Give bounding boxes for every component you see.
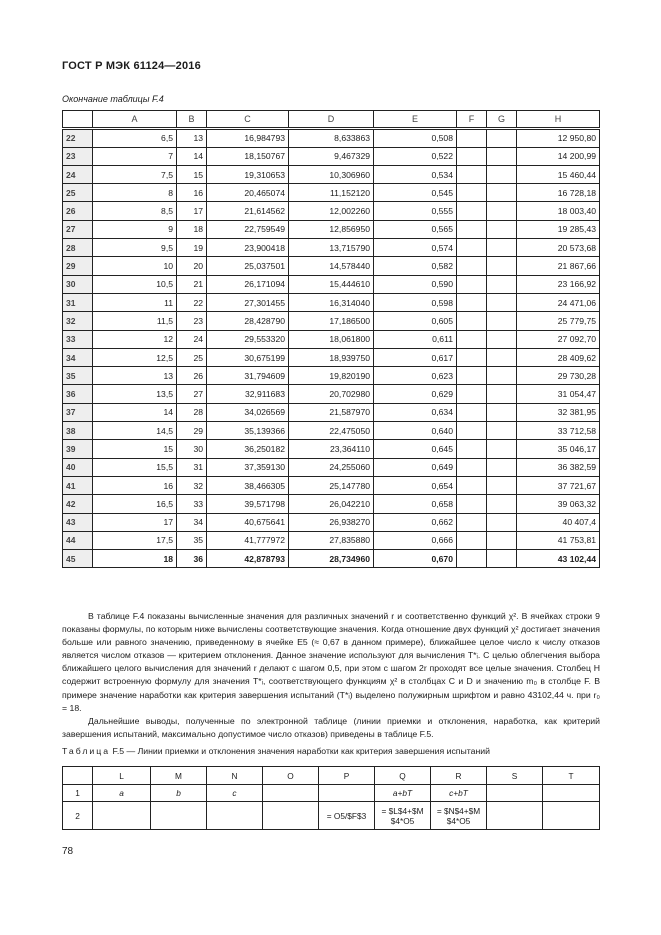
table-cell: 24 — [177, 330, 207, 348]
table-cell: 30,675199 — [207, 348, 289, 366]
row-number: 27 — [63, 220, 93, 238]
table-cell — [487, 202, 517, 220]
table-cell: 38,466305 — [207, 476, 289, 494]
table-row — [63, 550, 600, 568]
table-cell — [487, 257, 517, 275]
table-cell: 12,856950 — [289, 220, 374, 238]
table-cell: 33 712,58 — [517, 422, 600, 440]
table-cell — [457, 495, 487, 513]
table-cell — [487, 495, 517, 513]
table-cell: 23 — [177, 312, 207, 330]
table-cell — [457, 257, 487, 275]
table-cell: c — [207, 785, 263, 802]
table-cell — [487, 275, 517, 293]
row-number: 1 — [63, 785, 93, 802]
table-cell: 13,715790 — [289, 239, 374, 257]
table-cell: 24 471,06 — [517, 293, 600, 311]
table-cell — [457, 422, 487, 440]
table-cell: 10,306960 — [289, 165, 374, 183]
table-cell — [93, 802, 151, 830]
column-header: M — [151, 767, 207, 785]
column-header: D — [289, 111, 374, 129]
table-cell: 18 003,40 — [517, 202, 600, 220]
table-cell — [457, 147, 487, 165]
table-cell: 17 — [177, 202, 207, 220]
table-cell: 27,301455 — [207, 293, 289, 311]
table-cell: 0,640 — [374, 422, 457, 440]
table-cell: 0,565 — [374, 220, 457, 238]
column-header: T — [543, 767, 600, 785]
table-row — [63, 312, 600, 330]
column-header: F — [457, 111, 487, 129]
table-cell: 20,465074 — [207, 184, 289, 202]
column-header — [63, 111, 93, 129]
column-header: Q — [375, 767, 431, 785]
table-cell: 22,759549 — [207, 220, 289, 238]
table-cell: 14 — [93, 403, 177, 421]
table-cell: 17,5 — [93, 531, 177, 549]
table-cell: 18,150767 — [207, 147, 289, 165]
table-cell: 0,555 — [374, 202, 457, 220]
table-cell: 18 — [93, 550, 177, 568]
table-cell: 28 409,62 — [517, 348, 600, 366]
table-row — [63, 330, 600, 348]
table-cell — [457, 220, 487, 238]
table-cell — [487, 147, 517, 165]
table-cell: 23,900418 — [207, 239, 289, 257]
row-number: 45 — [63, 550, 93, 568]
table-cell — [487, 348, 517, 366]
table-cell: 13 — [93, 367, 177, 385]
table-row — [63, 513, 600, 531]
row-number: 40 — [63, 458, 93, 476]
table-cell — [457, 312, 487, 330]
table-row — [63, 293, 600, 311]
table-cell: a — [93, 785, 151, 802]
table-cell — [457, 184, 487, 202]
table-cell — [457, 293, 487, 311]
table-row — [63, 257, 600, 275]
row-number: 43 — [63, 513, 93, 531]
table-cell: 30 — [177, 440, 207, 458]
column-header: A — [93, 111, 177, 129]
table-cell — [263, 785, 319, 802]
table-cell — [487, 403, 517, 421]
column-header: G — [487, 111, 517, 129]
table-row — [63, 202, 600, 220]
table-cell: 0,598 — [374, 293, 457, 311]
table-cell: 28,734960 — [289, 550, 374, 568]
table-cell: 39 063,32 — [517, 495, 600, 513]
table-cell — [457, 202, 487, 220]
table-cell: 21,614562 — [207, 202, 289, 220]
table-cell: 12,5 — [93, 348, 177, 366]
table-f5 — [62, 766, 600, 830]
table-row — [63, 476, 600, 494]
row-number: 22 — [63, 129, 93, 147]
row-number: 39 — [63, 440, 93, 458]
table-cell — [487, 422, 517, 440]
table-cell — [487, 293, 517, 311]
table-cell: 16 — [177, 184, 207, 202]
table-cell: 27,835880 — [289, 531, 374, 549]
table-row — [63, 129, 600, 147]
table-cell: 14 200,99 — [517, 147, 600, 165]
table-cell: 0,649 — [374, 458, 457, 476]
column-header: N — [207, 767, 263, 785]
table-cell: 26,042210 — [289, 495, 374, 513]
table-cell: 28,428790 — [207, 312, 289, 330]
table-cell: 0,605 — [374, 312, 457, 330]
table-cell: 18,939750 — [289, 348, 374, 366]
column-header — [63, 767, 93, 785]
table-cell: 16 728,18 — [517, 184, 600, 202]
table-cell: 22,475050 — [289, 422, 374, 440]
column-header: P — [319, 767, 375, 785]
table-cell: 27 — [177, 385, 207, 403]
table-cell: 13 — [177, 129, 207, 147]
table-cell: 0,611 — [374, 330, 457, 348]
table-cell — [487, 458, 517, 476]
table-row — [63, 348, 600, 366]
table-cell — [457, 275, 487, 293]
table-cell: 37,359130 — [207, 458, 289, 476]
table-cell: 14,5 — [93, 422, 177, 440]
table-cell — [457, 440, 487, 458]
table-cell: 0,545 — [374, 184, 457, 202]
table-cell: 9,467329 — [289, 147, 374, 165]
table-cell: 11,152120 — [289, 184, 374, 202]
row-number: 23 — [63, 147, 93, 165]
table-cell — [487, 785, 543, 802]
table-cell: 14,578440 — [289, 257, 374, 275]
table-cell — [457, 348, 487, 366]
row-number: 24 — [63, 165, 93, 183]
table-cell: = O5/$F$3 — [319, 802, 375, 830]
table-cell: 35 046,17 — [517, 440, 600, 458]
table-cell: = $N$4+$M $4*O5 — [431, 802, 487, 830]
row-number: 35 — [63, 367, 93, 385]
table-cell: 10 — [93, 257, 177, 275]
table-cell: 15 460,44 — [517, 165, 600, 183]
table-row — [63, 220, 600, 238]
explanation-text — [62, 610, 600, 741]
table-cell — [487, 531, 517, 549]
table-cell: 32 — [177, 476, 207, 494]
row-number: 2 — [63, 802, 93, 830]
table-cell: 0,654 — [374, 476, 457, 494]
table-cell — [457, 129, 487, 147]
column-header: O — [263, 767, 319, 785]
page-number: 78 — [62, 846, 74, 857]
table-cell — [457, 385, 487, 403]
table-cell: = $L$4+$M $4*O5 — [375, 802, 431, 830]
table-cell: 7 — [93, 147, 177, 165]
row-number: 30 — [63, 275, 93, 293]
table-cell: 18,061800 — [289, 330, 374, 348]
table-cell — [543, 785, 600, 802]
table-cell: 13,5 — [93, 385, 177, 403]
row-number: 28 — [63, 239, 93, 257]
row-number: 44 — [63, 531, 93, 549]
table-cell: 36 — [177, 550, 207, 568]
table-cell: 0,574 — [374, 239, 457, 257]
table-cell: 28 — [177, 403, 207, 421]
table-cell: 23,364110 — [289, 440, 374, 458]
column-header: E — [374, 111, 457, 129]
row-number: 42 — [63, 495, 93, 513]
table-cell: 35 — [177, 531, 207, 549]
table-cell — [487, 129, 517, 147]
column-header: L — [93, 767, 151, 785]
table-cell: 32,911683 — [207, 385, 289, 403]
table-cell: 18 — [177, 220, 207, 238]
table-f4-caption: Окончание таблицы F.4 — [62, 94, 164, 104]
caption-label: Таблица — [62, 746, 111, 756]
table-cell: 31,794609 — [207, 367, 289, 385]
table-cell: 24,255060 — [289, 458, 374, 476]
table-cell: 8,633863 — [289, 129, 374, 147]
table-cell: 12 — [93, 330, 177, 348]
column-header: R — [431, 767, 487, 785]
table-cell: 25 779,75 — [517, 312, 600, 330]
table-cell: 41 753,81 — [517, 531, 600, 549]
table-cell: 27 092,70 — [517, 330, 600, 348]
table-cell — [457, 165, 487, 183]
table-cell: 0,634 — [374, 403, 457, 421]
table-cell: 16,984793 — [207, 129, 289, 147]
table-cell: 42,878793 — [207, 550, 289, 568]
table-cell: 10,5 — [93, 275, 177, 293]
table-cell — [487, 239, 517, 257]
table-cell: 6,5 — [93, 129, 177, 147]
table-cell — [319, 785, 375, 802]
table-row — [63, 458, 600, 476]
row-number: 29 — [63, 257, 93, 275]
table-row — [63, 495, 600, 513]
caption-text: F.5 — Линии приемки и отклонения значения наработки как критерия завершения испытаний — [110, 746, 490, 756]
table-cell: 26,171094 — [207, 275, 289, 293]
table-cell: 33 — [177, 495, 207, 513]
table-cell: b — [151, 785, 207, 802]
table-cell: 21,587970 — [289, 403, 374, 421]
table-cell — [457, 550, 487, 568]
table-cell: 36,250182 — [207, 440, 289, 458]
table-cell: 12,002260 — [289, 202, 374, 220]
table-cell: 0,670 — [374, 550, 457, 568]
column-header: C — [207, 111, 289, 129]
row-number: 38 — [63, 422, 93, 440]
table-cell: 22 — [177, 293, 207, 311]
table-cell: 15 — [177, 165, 207, 183]
table-cell — [457, 330, 487, 348]
table-cell: 11 — [93, 293, 177, 311]
row-number: 33 — [63, 330, 93, 348]
column-header: B — [177, 111, 207, 129]
table-cell: 20 573,68 — [517, 239, 600, 257]
table-cell: 39,571798 — [207, 495, 289, 513]
table-cell — [487, 385, 517, 403]
row-number: 25 — [63, 184, 93, 202]
table-cell: 8 — [93, 184, 177, 202]
table-cell — [543, 802, 600, 830]
table-cell: 20,702980 — [289, 385, 374, 403]
table-cell — [487, 367, 517, 385]
table-row — [63, 531, 600, 549]
table-cell: 0,666 — [374, 531, 457, 549]
row-number: 31 — [63, 293, 93, 311]
table-cell: 14 — [177, 147, 207, 165]
paragraph: Дальнейшие выводы, полученные по электронной таблице (линии приемки и отклонения, наработка, как критерий завершения испытаний, максимально допустимое число отказов) приведены в таблице F.5. — [62, 715, 600, 739]
table-cell: 19,820190 — [289, 367, 374, 385]
table-cell: 31 054,47 — [517, 385, 600, 403]
table-cell: 0,658 — [374, 495, 457, 513]
table-cell — [457, 513, 487, 531]
table-cell: 0,629 — [374, 385, 457, 403]
table-cell: 35,139366 — [207, 422, 289, 440]
table-cell: 0,534 — [374, 165, 457, 183]
table-cell: 19,310653 — [207, 165, 289, 183]
table-cell: 19 — [177, 239, 207, 257]
table-row — [63, 440, 600, 458]
table-cell: 26 — [177, 367, 207, 385]
table-cell: 37 721,67 — [517, 476, 600, 494]
table-cell — [457, 476, 487, 494]
table-cell — [487, 440, 517, 458]
table-cell: 0,645 — [374, 440, 457, 458]
table-cell — [457, 458, 487, 476]
table-cell: 31 — [177, 458, 207, 476]
table-row — [63, 403, 600, 421]
table-cell: 34,026569 — [207, 403, 289, 421]
table-cell: 15,444610 — [289, 275, 374, 293]
table-cell: 32 381,95 — [517, 403, 600, 421]
table-cell: 21 867,66 — [517, 257, 600, 275]
table-cell: 34 — [177, 513, 207, 531]
table-row — [63, 367, 600, 385]
table-cell: 9,5 — [93, 239, 177, 257]
table-cell: 25 — [177, 348, 207, 366]
table-row — [63, 385, 600, 403]
table-cell: 20 — [177, 257, 207, 275]
table-cell: 26,938270 — [289, 513, 374, 531]
table-cell — [487, 476, 517, 494]
table-cell: 19 285,43 — [517, 220, 600, 238]
row-number: 34 — [63, 348, 93, 366]
table-cell: 15 — [93, 440, 177, 458]
table-cell: 21 — [177, 275, 207, 293]
table-cell: 25,147780 — [289, 476, 374, 494]
row-number: 37 — [63, 403, 93, 421]
table-cell: 8,5 — [93, 202, 177, 220]
table-cell: c+bT — [431, 785, 487, 802]
table-cell — [487, 220, 517, 238]
table-row — [63, 422, 600, 440]
row-number: 41 — [63, 476, 93, 494]
table-cell: 25,037501 — [207, 257, 289, 275]
table-cell: 15,5 — [93, 458, 177, 476]
table-row — [63, 184, 600, 202]
table-cell: 16,5 — [93, 495, 177, 513]
row-number: 32 — [63, 312, 93, 330]
table-cell: 0,590 — [374, 275, 457, 293]
table-cell: 11,5 — [93, 312, 177, 330]
table-cell: 0,582 — [374, 257, 457, 275]
table-cell — [487, 312, 517, 330]
table-cell: 16,314040 — [289, 293, 374, 311]
table-cell: 36 382,59 — [517, 458, 600, 476]
table-cell — [263, 802, 319, 830]
table-cell — [457, 367, 487, 385]
table-cell: 0,623 — [374, 367, 457, 385]
table-cell — [487, 802, 543, 830]
row-number: 26 — [63, 202, 93, 220]
table-cell — [487, 165, 517, 183]
table-cell — [457, 531, 487, 549]
table-cell: 17 — [93, 513, 177, 531]
table-cell: 12 950,80 — [517, 129, 600, 147]
table-cell — [487, 550, 517, 568]
table-cell: 41,777972 — [207, 531, 289, 549]
table-cell — [457, 403, 487, 421]
table-cell: 0,617 — [374, 348, 457, 366]
column-header: S — [487, 767, 543, 785]
table-cell — [457, 239, 487, 257]
table-cell — [487, 330, 517, 348]
row-number: 36 — [63, 385, 93, 403]
table-row — [63, 239, 600, 257]
column-header: H — [517, 111, 600, 129]
table-cell: a+bT — [375, 785, 431, 802]
table-f4 — [62, 110, 600, 568]
table-cell: 7,5 — [93, 165, 177, 183]
table-cell: 43 102,44 — [517, 550, 600, 568]
table-cell: 16 — [93, 476, 177, 494]
table-cell — [487, 184, 517, 202]
table-cell: 0,508 — [374, 129, 457, 147]
table-cell — [487, 513, 517, 531]
document-header: ГОСТ Р МЭК 61124—2016 — [62, 60, 201, 72]
table-cell: 17,186500 — [289, 312, 374, 330]
table-row — [63, 165, 600, 183]
table-row — [63, 275, 600, 293]
table-f4-body — [63, 129, 600, 568]
table-cell: 29,553320 — [207, 330, 289, 348]
table-cell: 29 — [177, 422, 207, 440]
table-cell: 0,522 — [374, 147, 457, 165]
table-cell: 23 166,92 — [517, 275, 600, 293]
paragraph: В таблице F.4 показаны вычисленные значения для различных значений r и соответственно функций χ². В ячейках строки 9 показаны формулы, по которым ниже вычислены соответствующие значения. Когда отношение двух функций χ² достигает значения больше или равного значению, приведенному в ячейке E5 (≈ 0,67 в данном примере), ближайшее целое число к числу отказов является числом отказов — критерием отклонения. Данное значение используют для вычисления T*ᵢ. С целью облегчения выбора ближайшего целого вычисления для значений r делают с шагом 0,5, при этом с шагом 2r проходят все целые значения. Столбец H содержит встроенную формулу для значения T*ᵢ, соответствующего функциям χ² в столбцах C и D и значению m₀ в столбце F. В примере значение наработки как критерия завершения испытаний (T*ᵢ) выделено полужирным шрифтом и равно 43102,44 ч. при r₀ = 18. — [62, 611, 600, 713]
table-cell: 29 730,28 — [517, 367, 600, 385]
table-cell: 9 — [93, 220, 177, 238]
table-f5-caption — [62, 746, 490, 756]
table-cell — [207, 802, 263, 830]
table-cell: 40,675641 — [207, 513, 289, 531]
table-cell: 40 407,4 — [517, 513, 600, 531]
table-row — [63, 147, 600, 165]
table-cell — [151, 802, 207, 830]
table-cell: 0,662 — [374, 513, 457, 531]
